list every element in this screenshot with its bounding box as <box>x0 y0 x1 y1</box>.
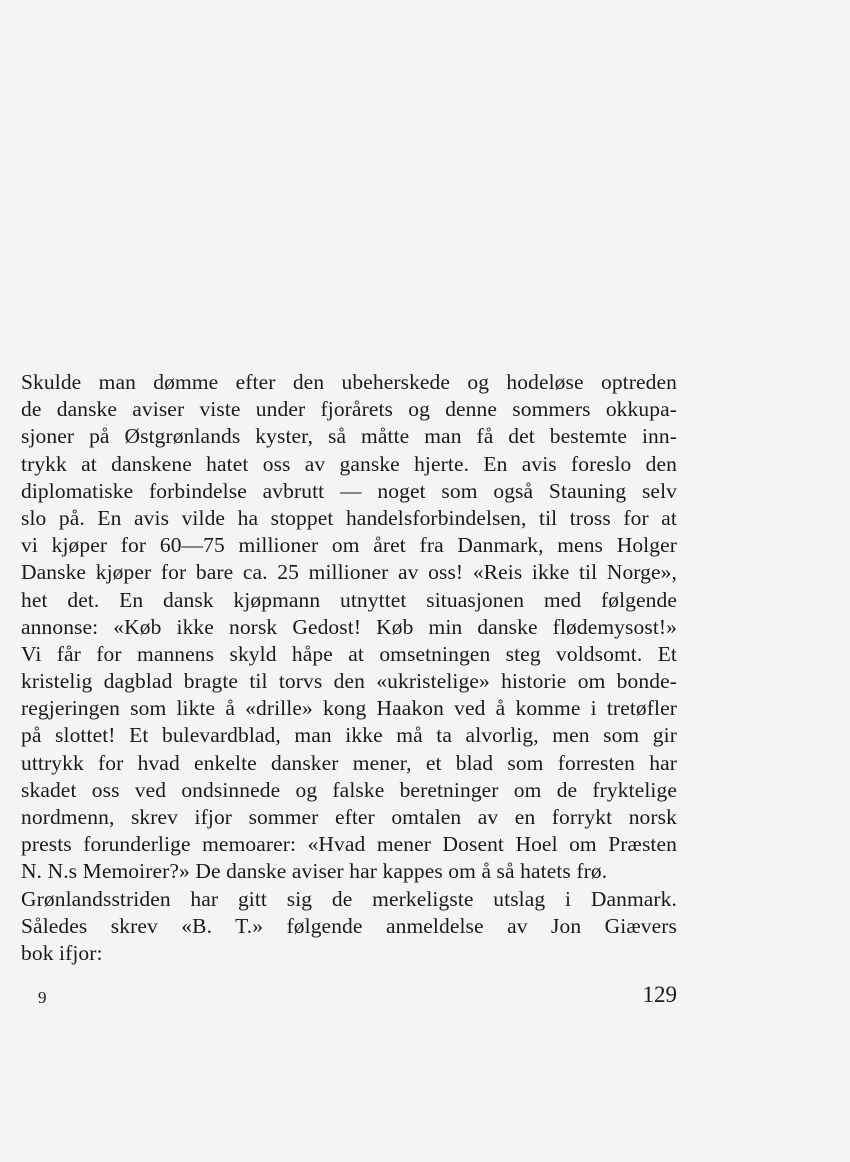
text-line: N. N.s Memoirer?» De danske aviser har kappes om å så hatets frø. <box>21 859 608 884</box>
text-line: diplomatiske forbindelse avbrutt — noget som også Stauning selv <box>21 478 677 503</box>
text-line: prests forunderlige memoarer: «Hvad mener Dosent Hoel om Præsten <box>21 832 677 857</box>
text-line: regjeringen som likte å «drille» kong Haakon ved å komme i tretøfler <box>21 696 677 721</box>
text-line: på slottet! Et bulevardblad, man ikke må ta alvorlig, men som gir <box>21 723 677 748</box>
text-line: nordmenn, skrev ifjor sommer efter omtalen av en forrykt norsk <box>21 805 677 829</box>
text-line: Således skrev «B. T.» følgende anmeldelse av Jon Giævers <box>21 913 677 938</box>
text-line: bok ifjor: <box>21 940 103 965</box>
text-line: sjoner på Østgrønlands kyster, så måtte man få det bestemte inn- <box>21 424 677 449</box>
text-line: skadet oss ved ondsinnede og falske beretninger om de fryktelige <box>21 777 677 802</box>
signature-mark: 9 <box>38 988 47 1007</box>
text-line: slo på. En avis vilde ha stoppet handelsforbindelsen, til tross for at <box>21 505 677 530</box>
body-text <box>21 369 677 967</box>
text-line: het det. En dansk kjøpmann utnyttet situasjonen med følgende <box>21 587 677 612</box>
text-line: uttrykk for hvad enkelte dansker mener, et blad som forresten har <box>21 750 677 775</box>
text-line: Vi får for mannens skyld håpe at omsetningen steg voldsomt. Et <box>21 641 677 666</box>
page-number: 129 <box>642 982 677 1007</box>
text-line: de danske aviser viste under fjorårets og denne sommers okkupa- <box>21 397 677 422</box>
text-line: Grønlandsstriden har gitt sig de merkeligste utslag i Danmark. <box>21 886 677 911</box>
text-line: Danske kjøper for bare ca. 25 millioner av oss! «Reis ikke til Norge», <box>21 560 677 585</box>
text-line: annonse: «Køb ikke norsk Gedost! Køb min danske flødemysost!» <box>21 614 677 639</box>
text-line: vi kjøper for 60—75 millioner om året fra Danmark, mens Holger <box>21 533 677 558</box>
text-line: trykk at danskene hatet oss av ganske hjerte. En avis foreslo den <box>21 451 677 476</box>
text-line: kristelig dagblad bragte til torvs den «ukristelige» historie om bonde- <box>21 669 677 694</box>
text-line: Skulde man dømme efter den ubeherskede og hodeløse optreden <box>21 370 677 394</box>
